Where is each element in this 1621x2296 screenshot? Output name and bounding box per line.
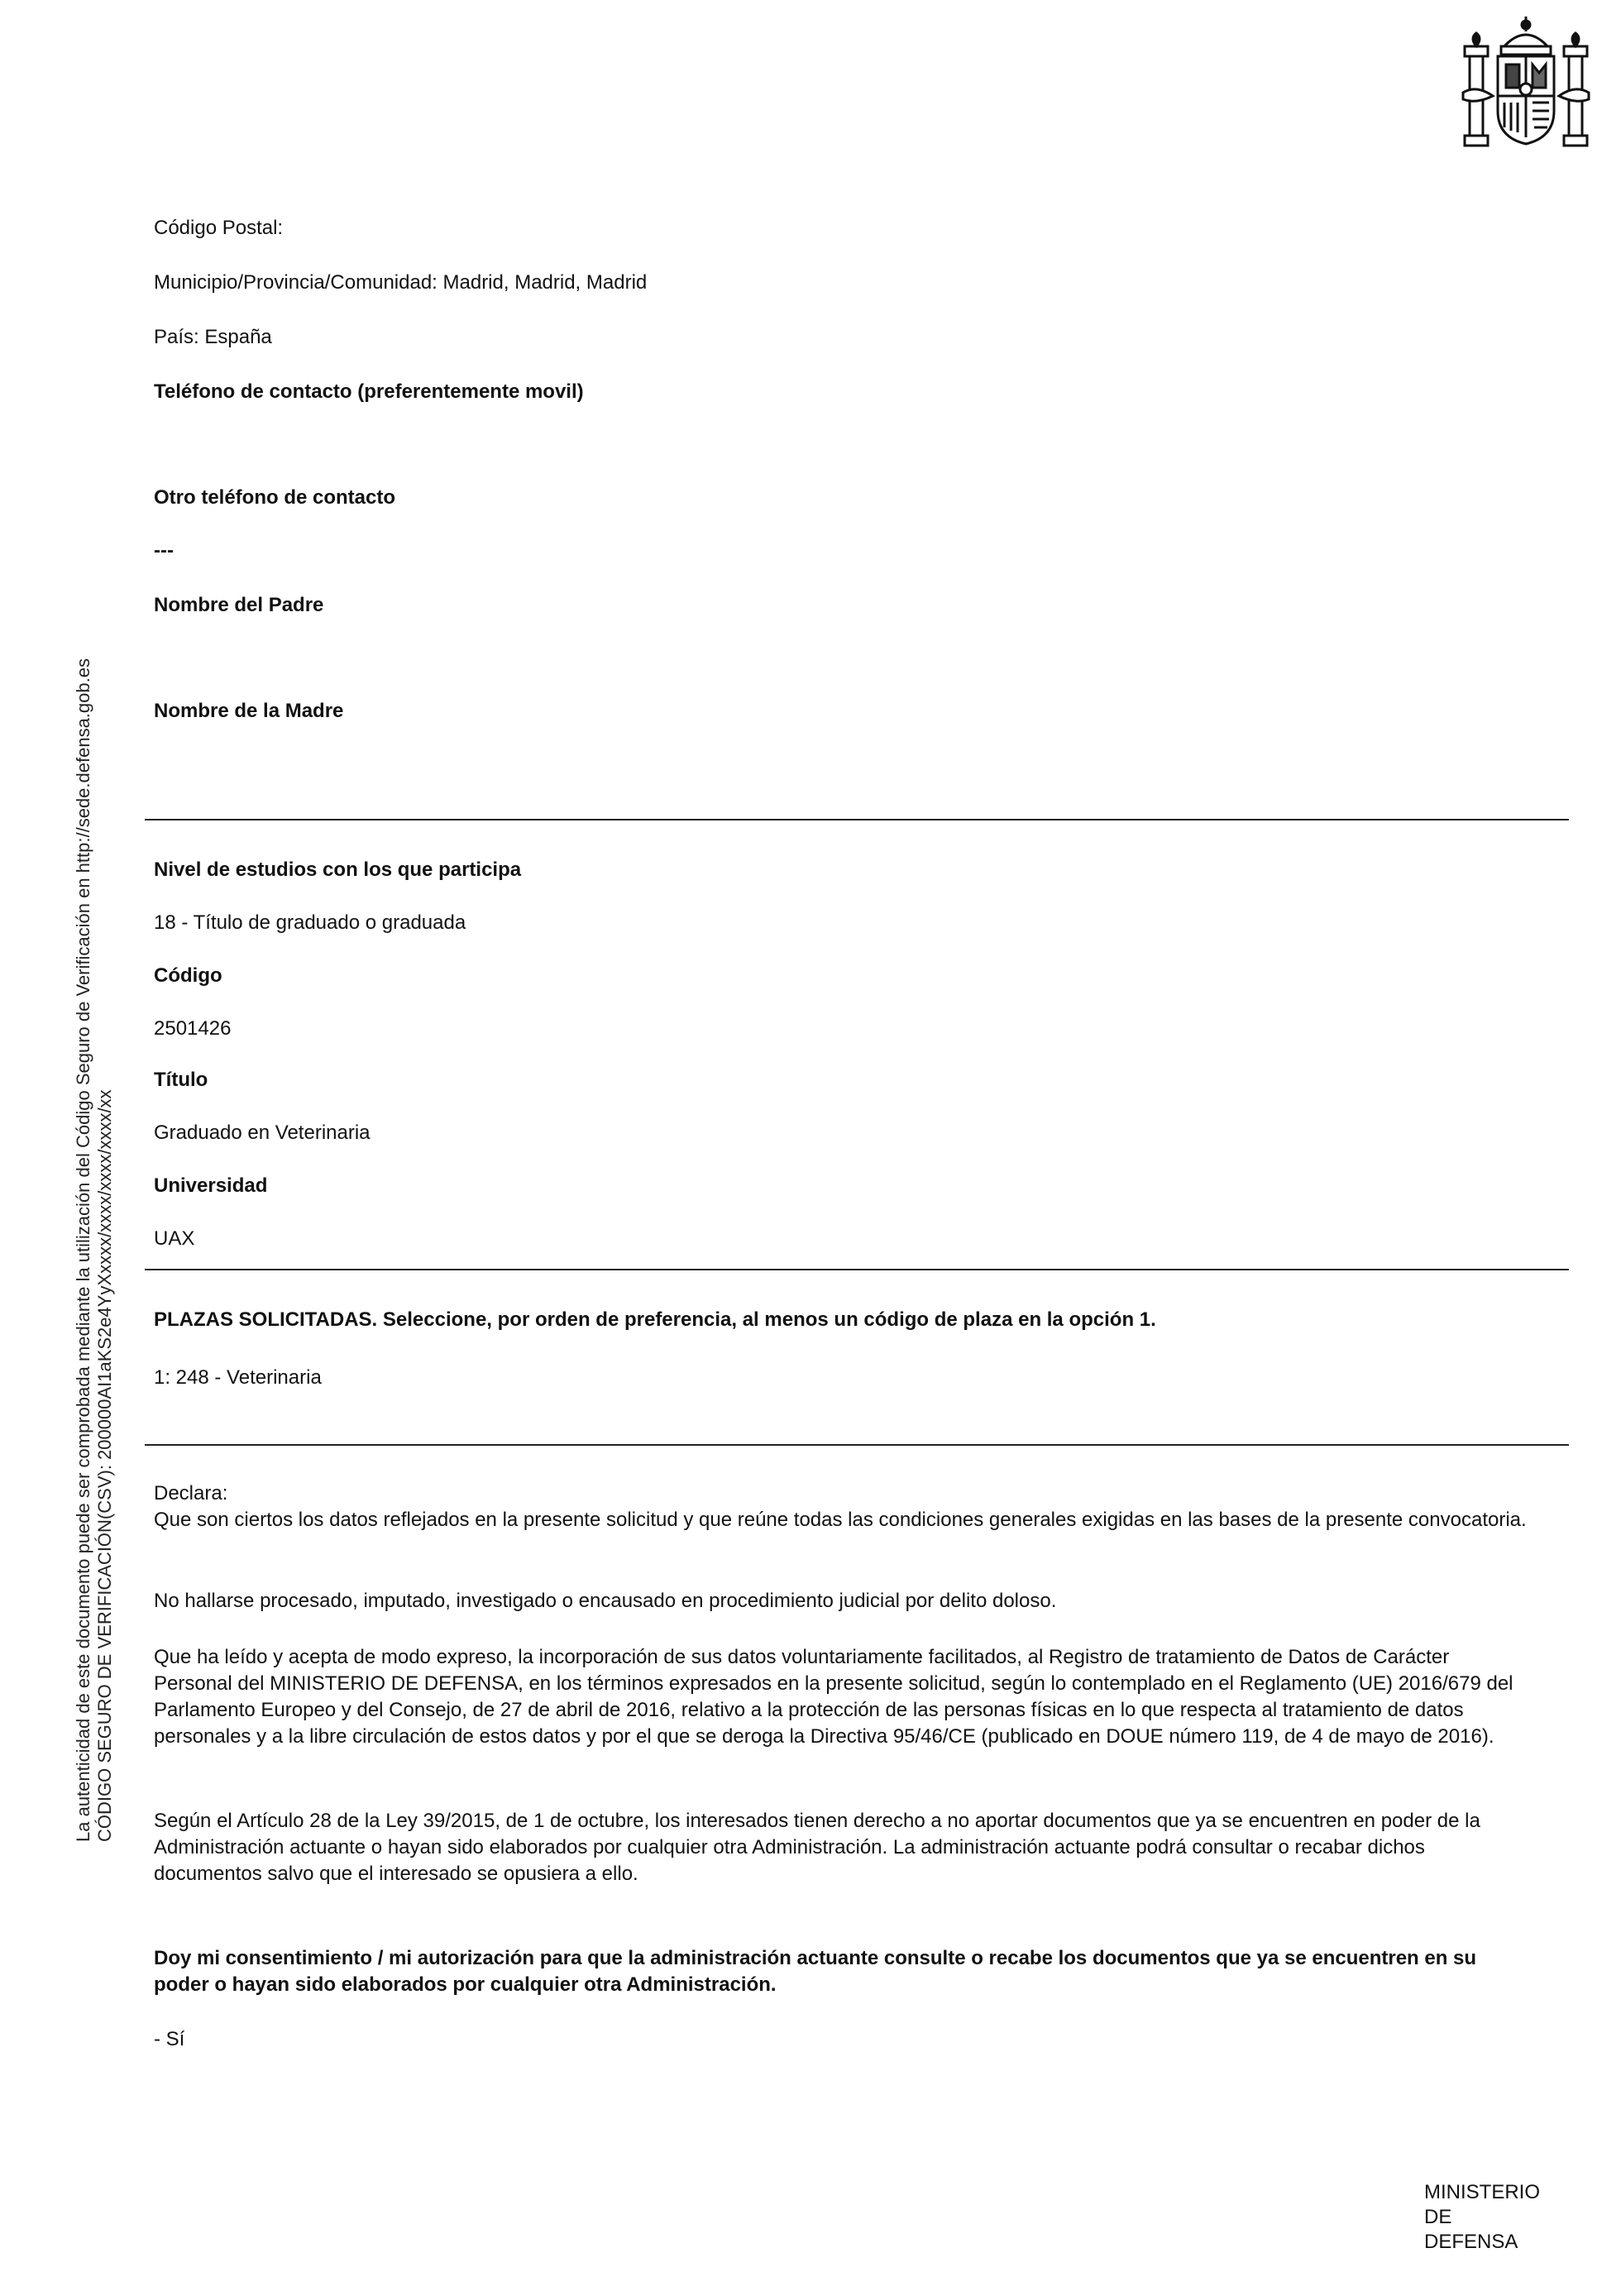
verification-side-text (73, 386, 116, 1842)
father-name-label: Nombre del Padre (154, 594, 324, 616)
studies-level-label: Nivel de estudios con los que participa (154, 859, 522, 881)
consent-answer: - Sí (154, 2028, 185, 2050)
section-divider (145, 1269, 1569, 1270)
footer-line-3: DEFENSA (1424, 2231, 1518, 2253)
university-label: Universidad (154, 1174, 268, 1197)
declaration-paragraph-4: Según el Artículo 28 de la Ley 39/2015, de 1 de octubre, los interesados tienen derecho a no aportar documentos que ya se encuentren en poder de la Administración actuante o hayan sido elaborados por cualquier otra Administración. La administración actuante podrá consultar o recabar dichos documentos salvo que el interesado se opusiera a ello. (154, 1810, 1480, 1885)
places-heading: PLAZAS SOLICITADAS. Seleccione, por orden de preferencia, al menos un código de plaza en la opción 1. (154, 1308, 1156, 1331)
declaration-label: Declara: (154, 1482, 228, 1504)
footer-line-1: MINISTERIO (1424, 2181, 1541, 2203)
municipality-line: Municipio/Provincia/Comunidad: Madrid, Madrid, Madrid (154, 271, 648, 294)
footer-ministry (1424, 2180, 1540, 2255)
other-phone-value: --- (154, 539, 174, 562)
mother-name-label: Nombre de la Madre (154, 700, 344, 722)
university-value: UAX (154, 1227, 195, 1250)
declaration-paragraph-2: No hallarse procesado, imputado, investigado o encausado en procedimiento judicial por delito doloso. (154, 1590, 1057, 1612)
declaration-paragraph-1: Que son ciertos los datos reflejados en la presente solicitud y que reúne todas las condiciones generales exigidas en las bases de la presente convocatoria. (154, 1509, 1527, 1531)
footer-line-2: DE (1424, 2206, 1452, 2228)
section-divider (145, 819, 1569, 820)
declaration-paragraph-3: Que ha leído y acepta de modo expreso, la incorporación de sus datos voluntariamente facilitados, al Registro de tratamiento de Datos de Carácter Personal del MINISTERIO DE DEFENSA, en los términos expresados en la presente solicitud, según lo contemplado en el Reglamento (UE) 2016/679 del Parlamento Europeo y del Consejo, de 27 de abril de 2016, relativo a la protección de las personas físicas en lo que respecta al tratamiento de datos personales y a la libre circulación de estos datos y por el que se deroga la Directiva 95/46/CE (publicado en DOUE número 119, de 4 de mayo de 2016). (154, 1646, 1513, 1748)
code-value: 2501426 (154, 1017, 232, 1040)
studies-level-value: 18 - Título de graduado o graduada (154, 911, 466, 934)
postal-code-label: Código Postal: (154, 217, 284, 239)
code-label: Código (154, 964, 222, 987)
section-divider (145, 1444, 1569, 1446)
spain-coat-of-arms-icon (1460, 13, 1592, 152)
other-phone-label: Otro teléfono de contacto (154, 486, 396, 509)
title-label: Título (154, 1069, 208, 1091)
verification-csv-line: CÓDIGO SEGURO DE VERIFICACIÓN(CSV): 200000AI1aKS2e4YyXxxxx/xxxx/xxxx/xxxx/xx (94, 1089, 115, 1842)
title-value: Graduado en Veterinaria (154, 1122, 371, 1144)
places-option-1: 1: 248 - Veterinaria (154, 1366, 322, 1389)
verification-line-1: La autenticidad de este documento puede ser comprobada mediante la utilización del Código Seguro de Verificación en http://sede.defensa.gob.es (73, 658, 93, 1842)
country-line: País: España (154, 326, 272, 348)
phone-label: Teléfono de contacto (preferentemente movil) (154, 380, 584, 403)
consent-statement: Doy mi consentimiento / mi autorización para que la administración actuante consulte o recabe los documentos que ya se encuentren en su poder o hayan sido elaborados por cualquier otra Administración. (154, 1947, 1477, 1996)
